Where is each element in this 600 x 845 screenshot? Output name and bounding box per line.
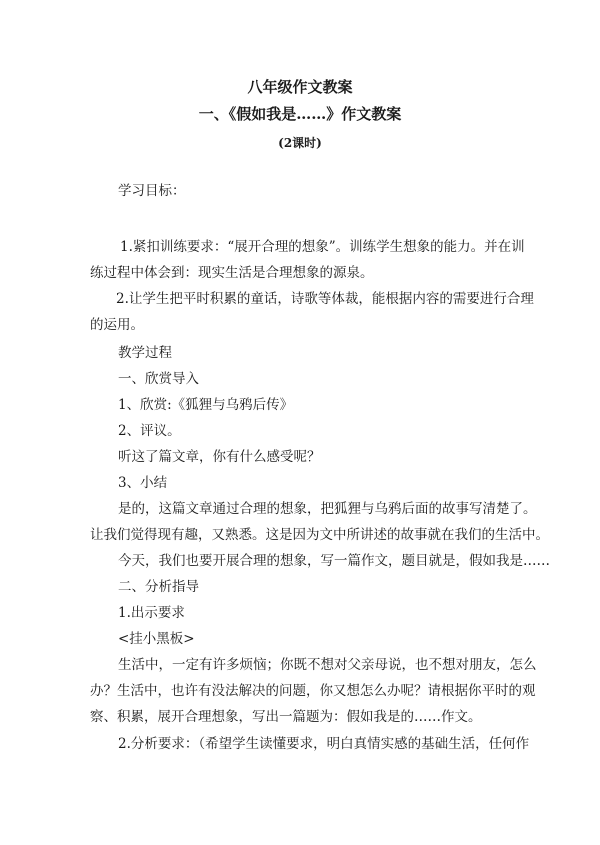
paragraph-line: 察、积累，展开合理想象，写出一篇题为：假如我是的……作文。 bbox=[90, 709, 482, 725]
paragraph-line: 学习目标： bbox=[118, 183, 186, 199]
document-title: 八年级作文教案 bbox=[247, 78, 353, 96]
paragraph-line: 3、小结 bbox=[118, 475, 168, 491]
paragraph-line: 1.出示要求 bbox=[118, 605, 185, 621]
paragraph-line: 2、评议。 bbox=[118, 423, 181, 439]
paragraph-line: 听这了篇文章，你有什么感受呢？ bbox=[118, 449, 321, 465]
paragraph-line: 是的，这篇文章通过合理的想象，把狐狸与乌鸦后面的故事写清楚了。 bbox=[118, 501, 537, 517]
paragraph-line: 1.紧扣训练要求：“展开合理的想象”。训练学生想象的能力。并在训 bbox=[120, 239, 525, 255]
paragraph-line: 生活中，一定有许多烦恼；你既不想对父亲母说，也不想对朋友，怎么 bbox=[118, 657, 537, 673]
lesson-subtitle: 一、《假如我是……》作文教案 bbox=[198, 105, 402, 123]
paragraph-line: <挂小黑板> bbox=[118, 631, 195, 647]
paragraph-line: 今天，我们也要开展合理的想象，写一篇作文，题目就是，假如我是…… bbox=[118, 553, 550, 569]
class-hours: (2课时) bbox=[278, 136, 322, 150]
paragraph-line: 教学过程 bbox=[118, 345, 172, 361]
paragraph-line: 2.分析要求：（希望学生读懂要求，明白真情实感的基础生活，任何作 bbox=[118, 736, 530, 752]
paragraph-line: 一、欣赏导入 bbox=[118, 371, 199, 387]
paragraph-line: 练过程中体会到：现实生活是合理想象的源泉。 bbox=[90, 265, 374, 281]
paragraph-line: 1、欣赏:《狐狸与乌鸦后传》 bbox=[118, 397, 294, 413]
paragraph-line: 2.让学生把平时积累的童话，诗歌等体裁，能根据内容的需要进行合理 bbox=[116, 291, 534, 307]
paragraph-line: 的运用。 bbox=[90, 317, 144, 333]
paragraph-line: 办？生活中，也许有没法解决的问题，你又想怎么办呢？请根据你平时的观 bbox=[90, 683, 536, 699]
paragraph-line: 二、分析指导 bbox=[118, 579, 199, 595]
paragraph-line: 让我们觉得现有趣，又熟悉。这是因为文中所讲述的故事就在我们的生活中。 bbox=[90, 527, 549, 543]
